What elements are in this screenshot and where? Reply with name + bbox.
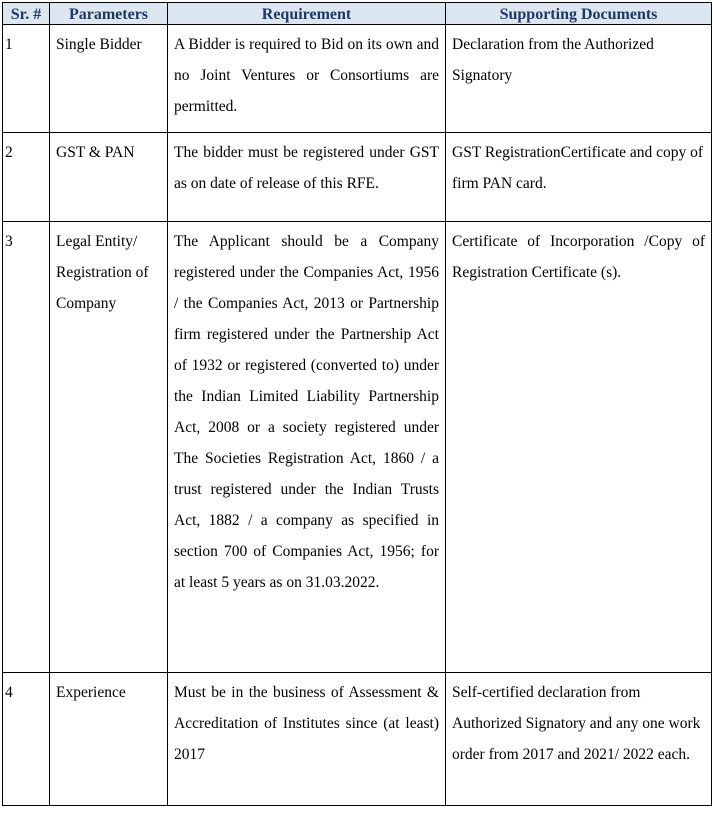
table-row xyxy=(3,222,712,673)
header-documents: Supporting Documents xyxy=(446,3,712,25)
row-parameter: Legal Entity/ Registration of Company xyxy=(50,222,168,673)
header-requirement: Requirement xyxy=(168,3,446,25)
row-sr: 4 xyxy=(3,673,50,806)
row-documents: Declaration from the Authorized Signatory xyxy=(446,25,712,133)
row-sr: 1 xyxy=(3,25,50,133)
row-requirement: The bidder must be registered under GST as on date of release of this RFE. xyxy=(168,133,446,222)
row-parameter: Single Bidder xyxy=(50,25,168,133)
header-sr: Sr. # xyxy=(3,3,50,25)
row-requirement: A Bidder is required to Bid on its own and no Joint Ventures or Consortiums are permitted. xyxy=(168,25,446,133)
row-requirement: The Applicant should be a Company registered under the Companies Act, 1956 / the Companies Act, 2013 or Partnership firm registered under the Partnership Act of 1932 or registered (converted to) under the Indian Limited Liability Partnership Act, 2008 or a society registered under The Societies Registration Act, 1860 / a trust registered under the Indian Trusts Act, 1882 / a company as specified in section 700 of Companies Act, 1956; for at least 5 years as on 31.03.2022. xyxy=(168,222,446,673)
table-row xyxy=(3,133,712,222)
table-header-row xyxy=(3,3,712,25)
header-parameters: Parameters xyxy=(50,3,168,25)
row-documents: Self-certified declaration from Authorized Signatory and any one work order from 2017 and 2021/ 2022 each. xyxy=(446,673,712,806)
row-parameter: Experience xyxy=(50,673,168,806)
row-requirement: Must be in the business of Assessment & Accreditation of Institutes since (at least) 2017 xyxy=(168,673,446,806)
row-sr: 3 xyxy=(3,222,50,673)
eligibility-table xyxy=(2,2,712,806)
row-documents: GST RegistrationCertificate and copy of firm PAN card. xyxy=(446,133,712,222)
row-sr: 2 xyxy=(3,133,50,222)
row-documents: Certificate of Incorporation /Copy of Registration Certificate (s). xyxy=(446,222,712,673)
table-row xyxy=(3,673,712,806)
row-parameter: GST & PAN xyxy=(50,133,168,222)
table-row xyxy=(3,25,712,133)
